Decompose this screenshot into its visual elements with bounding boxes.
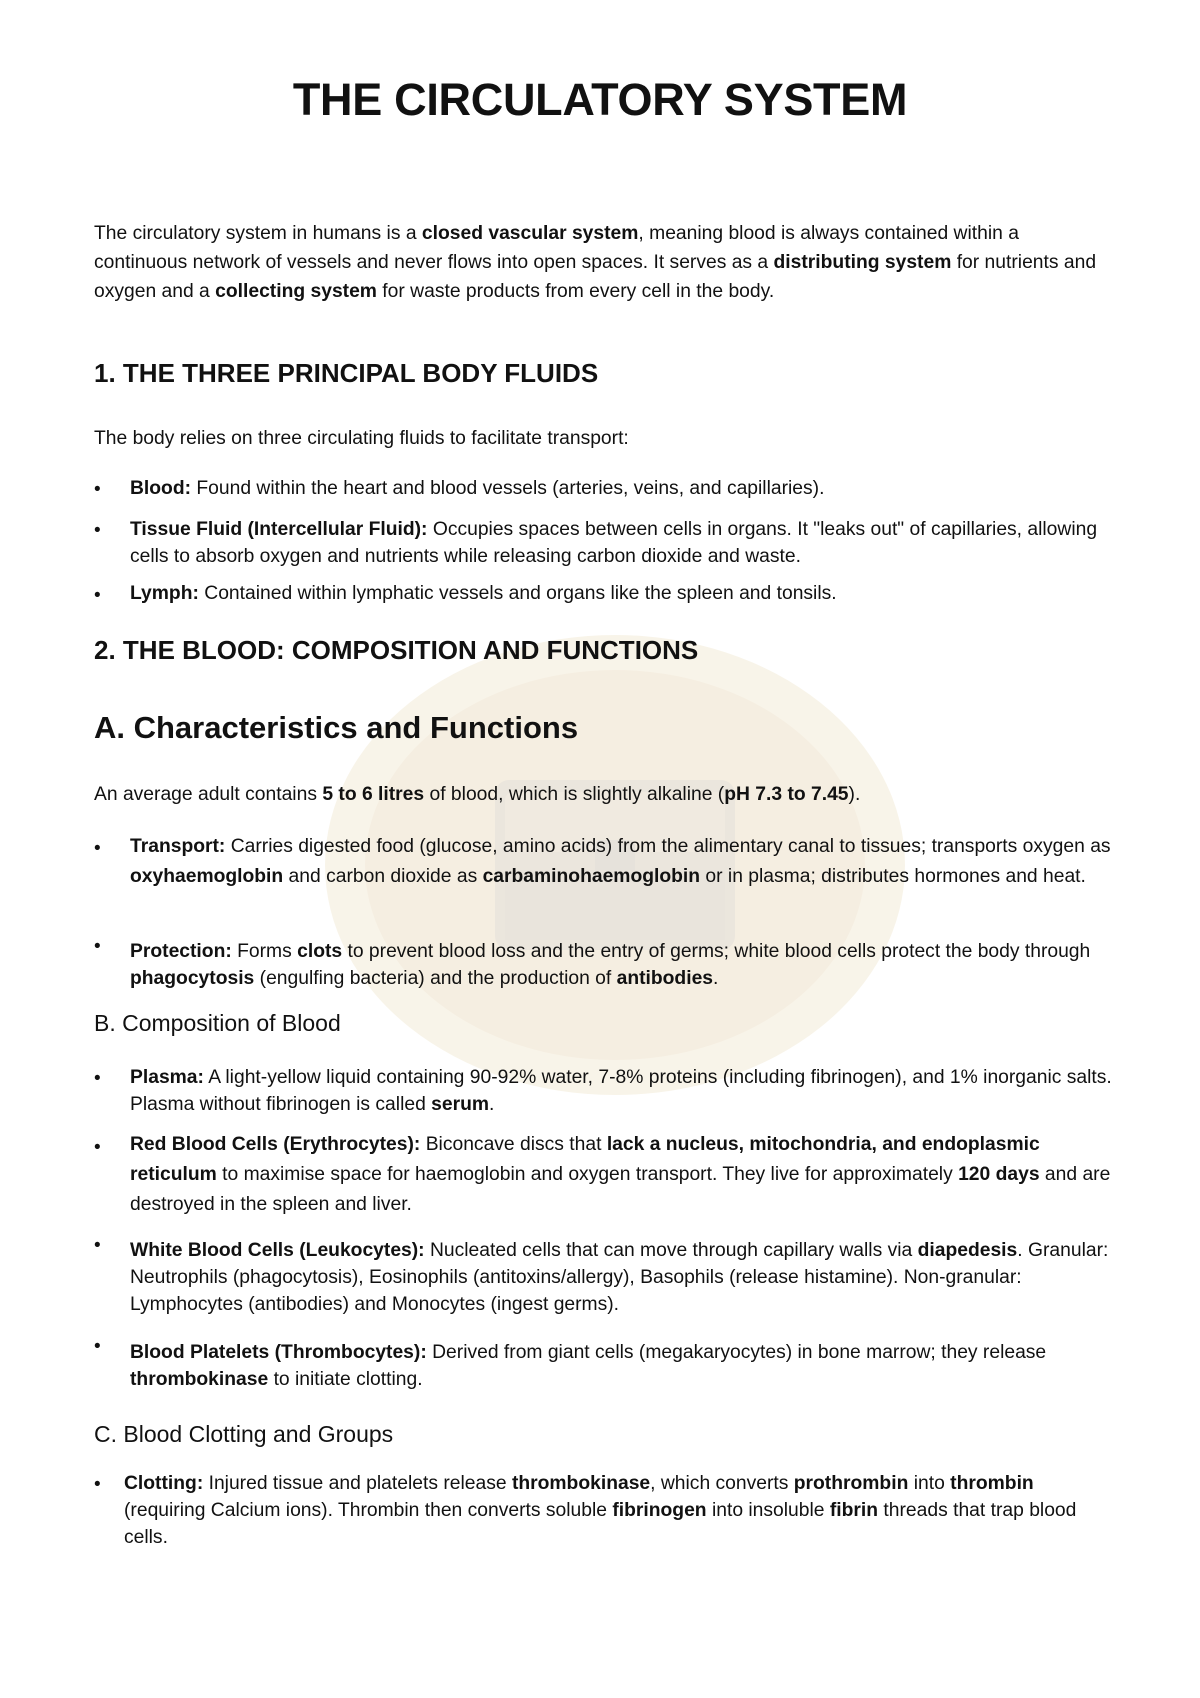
- subsection-a-lead: [94, 781, 1114, 808]
- list-item-text: or in plasma; distributes hormones and heat.: [700, 866, 1086, 887]
- subsection-a-heading: A. Characteristics and Functions: [94, 710, 579, 745]
- bullet: •: [94, 479, 101, 500]
- intro-text: , meaning blood is always contained within a continuous network of vessels and never flows into open spaces. It serves as a: [94, 223, 1019, 273]
- intro-bold: distributing system: [773, 252, 952, 273]
- intro-text: The circulatory system in humans is a: [94, 223, 422, 244]
- list-item: [130, 580, 1120, 607]
- list-item-text: . Granular: Neutrophils (phagocytosis), Eosinophils (antitoxins/allergy), Basophils (release histamine). Non-granular: Lymphocytes (antibodies) and Monocytes (ingest germs).: [130, 1240, 1109, 1315]
- bullet: •: [94, 520, 101, 541]
- list-item-text: into: [908, 1473, 951, 1494]
- list-item-bold: oxyhaemoglobin: [130, 866, 284, 887]
- list-item-text: and carbon dioxide as: [283, 866, 483, 887]
- list-item-bold: thrombin: [950, 1473, 1034, 1494]
- list-item-term: Blood:: [130, 478, 192, 499]
- list-item-text: , which converts: [650, 1473, 794, 1494]
- list-item-bold: thrombokinase: [511, 1473, 651, 1494]
- list-item-text: to maximise space for haemoglobin and oxygen transport. They live for approximately: [216, 1164, 959, 1185]
- list-item-text: .: [489, 1094, 495, 1115]
- list-item: [130, 938, 1120, 992]
- lead-text: ).: [848, 784, 861, 805]
- list-item-bold: fibrin: [829, 1500, 879, 1521]
- section1-heading: 1. THE THREE PRINCIPAL BODY FLUIDS: [94, 358, 599, 388]
- list-item: [130, 1237, 1120, 1318]
- list-item-text: (requiring Calcium ions). Thrombin then converts soluble: [124, 1500, 613, 1521]
- list-item-bold: 120 days: [958, 1164, 1040, 1185]
- list-item-text: threads that trap blood cells.: [124, 1500, 1077, 1548]
- subsection-b-heading: B. Composition of Blood: [94, 1010, 341, 1036]
- section2-heading: 2. THE BLOOD: COMPOSITION AND FUNCTIONS: [94, 635, 699, 665]
- intro-text: for nutrients and oxygen and a: [94, 252, 1097, 302]
- list-item-text: A light-yellow liquid containing 90-92% water, 7-8% proteins (including fibrinogen), and 1% inorganic salts. Plasma without fibrinogen is called: [130, 1067, 1112, 1115]
- list-item-term: Protection:: [130, 941, 232, 962]
- list-item-text: to prevent blood loss and the entry of germs; white blood cells protect the body through: [342, 941, 1091, 962]
- lead-bold: pH 7.3 to 7.45: [724, 784, 849, 805]
- section1-lead: The body relies on three circulating fluids to facilitate transport:: [94, 428, 629, 449]
- list-item-text: and are destroyed in the spleen and liver.: [130, 1164, 1111, 1215]
- list-item-bold: serum: [431, 1094, 490, 1115]
- list-item-bold: fibrinogen: [612, 1500, 707, 1521]
- list-item-term: Tissue Fluid (Intercellular Fluid):: [130, 519, 428, 540]
- list-item-text: Derived from giant cells (megakaryocytes) in bone marrow; they release: [426, 1342, 1047, 1363]
- list-item-text: Contained within lymphatic vessels and organs like the spleen and tonsils.: [198, 583, 837, 604]
- lead-text: An average adult contains: [94, 784, 323, 805]
- bullet: •: [94, 1474, 101, 1495]
- intro-paragraph: [94, 219, 1114, 306]
- document-title: THE CIRCULATORY SYSTEM: [292, 74, 908, 125]
- list-item-term: White Blood Cells (Leukocytes):: [130, 1240, 425, 1261]
- bullet: •: [94, 1235, 101, 1256]
- list-item-text: to initiate clotting.: [268, 1369, 423, 1390]
- intro-text: for waste products from every cell in the body.: [376, 281, 775, 302]
- list-item: [124, 1470, 1120, 1551]
- bullet: •: [94, 585, 101, 606]
- list-item: [130, 832, 1120, 892]
- list-item-term: Clotting:: [124, 1473, 204, 1494]
- list-item: [130, 475, 1120, 502]
- bullet: •: [94, 936, 101, 957]
- list-item-text: Occupies spaces between cells in organs. It "leaks out" of capillaries, allowing cells to absorb oxygen and nutrients while releasing carbon dioxide and waste.: [130, 519, 1098, 567]
- list-item: [130, 1339, 1120, 1393]
- list-item-text: Biconcave discs that: [420, 1134, 607, 1155]
- bullet: •: [94, 1336, 101, 1357]
- list-item-bold: clots: [297, 941, 343, 962]
- list-item-term: Blood Platelets (Thrombocytes):: [130, 1342, 427, 1363]
- subsection-c-heading: C. Blood Clotting and Groups: [94, 1421, 394, 1447]
- bullet: •: [94, 1068, 101, 1089]
- list-item-text: Forms: [231, 941, 298, 962]
- list-item-text: Nucleated cells that can move through capillary walls via: [424, 1240, 918, 1261]
- list-item-text: into insoluble: [706, 1500, 830, 1521]
- list-item: [130, 1130, 1120, 1220]
- list-item-bold: antibodies: [616, 968, 714, 989]
- list-item-term: Transport:: [130, 836, 226, 857]
- intro-bold: closed vascular system: [421, 223, 639, 244]
- list-item: [130, 1064, 1120, 1118]
- list-item-term: Plasma:: [130, 1067, 204, 1088]
- bullet: •: [94, 1137, 101, 1158]
- list-item-text: Injured tissue and platelets release: [203, 1473, 512, 1494]
- list-item-bold: prothrombin: [793, 1473, 909, 1494]
- lead-text: of blood, which is slightly alkaline (: [424, 784, 725, 805]
- list-item-text: .: [713, 968, 719, 989]
- list-item-bold: diapedesis: [917, 1240, 1018, 1261]
- list-item-bold: thrombokinase: [130, 1369, 269, 1390]
- list-item-term: Lymph:: [130, 583, 199, 604]
- lead-bold: 5 to 6 litres: [322, 784, 425, 805]
- list-item: [130, 516, 1120, 570]
- list-item-term: Red Blood Cells (Erythrocytes):: [130, 1134, 421, 1155]
- list-item-bold: phagocytosis: [130, 968, 255, 989]
- list-item-bold: carbaminohaemoglobin: [482, 866, 701, 887]
- list-item-text: Carries digested food (glucose, amino acids) from the alimentary canal to tissues; transports oxygen as: [225, 836, 1111, 857]
- intro-bold: collecting system: [215, 281, 377, 302]
- bullet: •: [94, 838, 101, 859]
- list-item-text: (engulfing bacteria) and the production of: [254, 968, 617, 989]
- list-item-bold: lack a nucleus, mitochondria, and endoplasmic reticulum: [130, 1134, 1040, 1185]
- list-item-text: Found within the heart and blood vessels (arteries, veins, and capillaries).: [191, 478, 825, 499]
